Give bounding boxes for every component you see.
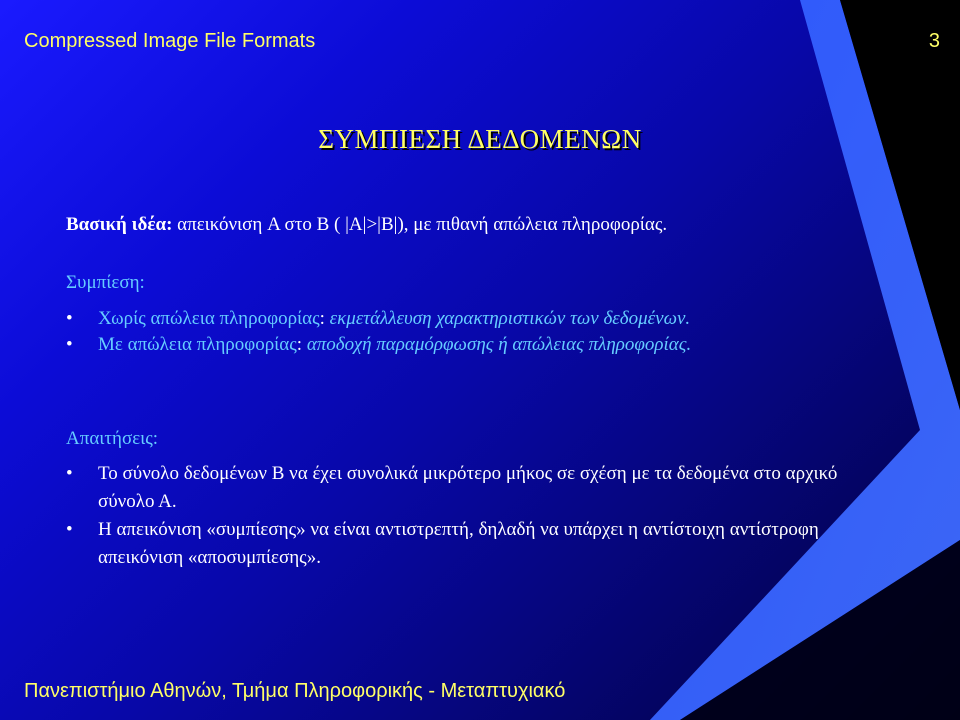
presentation-title: Compressed Image File Formats <box>24 30 316 52</box>
compression-list <box>66 306 906 358</box>
list-item <box>66 460 866 516</box>
compression-term: Χωρίς απώλεια πληροφορίας <box>98 308 320 329</box>
compression-heading: Συμπίεση: <box>66 272 145 293</box>
requirement-text: Το σύνολο δεδομένων Β να έχει συνολικά μικρότερο μήκος σε σχέση με τα δεδομένα στο αρχικό σύνολο Α. <box>98 463 838 512</box>
bullet-icon: • <box>66 463 73 484</box>
bullet-icon: • <box>66 308 73 329</box>
requirements-heading: Απαιτήσεις: <box>66 428 159 449</box>
compression-description: εκμετάλλευση χαρακτηριστικών των δεδομένων. <box>329 308 691 329</box>
basic-idea-text: απεικόνιση A στο B ( |A|>|B|), με πιθανή απώλεια πληροφορίας. <box>172 214 668 235</box>
separator: : <box>319 308 330 329</box>
basic-idea-label: Βασική ιδέα: <box>66 214 173 235</box>
compression-term: Με απώλεια πληροφορίας <box>98 334 297 355</box>
compression-description: αποδοχή παραμόρφωσης ή απώλειας πληροφορίας. <box>306 334 692 355</box>
bullet-icon: • <box>66 519 73 540</box>
footer-text: Πανεπιστήμιο Αθηνών, Τμήμα Πληροφορικής - Μεταπτυχιακό <box>24 680 566 702</box>
list-item <box>66 516 866 572</box>
bullet-icon: • <box>66 334 73 355</box>
basic-idea-line <box>66 214 667 236</box>
requirement-text: Η απεικόνιση «συμπίεσης» να είναι αντιστρεπτή, δηλαδή να υπάρχει η αντίστοιχη αντίστροφη απεικόνιση «αποσυμπίεσης». <box>98 519 819 568</box>
slide-heading: ΣΥΜΠΙΕΣΗ ΔΕΔΟΜΕΝΩΝ <box>318 124 642 154</box>
requirements-list <box>66 460 866 572</box>
list-item <box>66 306 906 332</box>
page-number: 3 <box>928 30 940 52</box>
separator: : <box>296 334 307 355</box>
list-item <box>66 332 906 358</box>
